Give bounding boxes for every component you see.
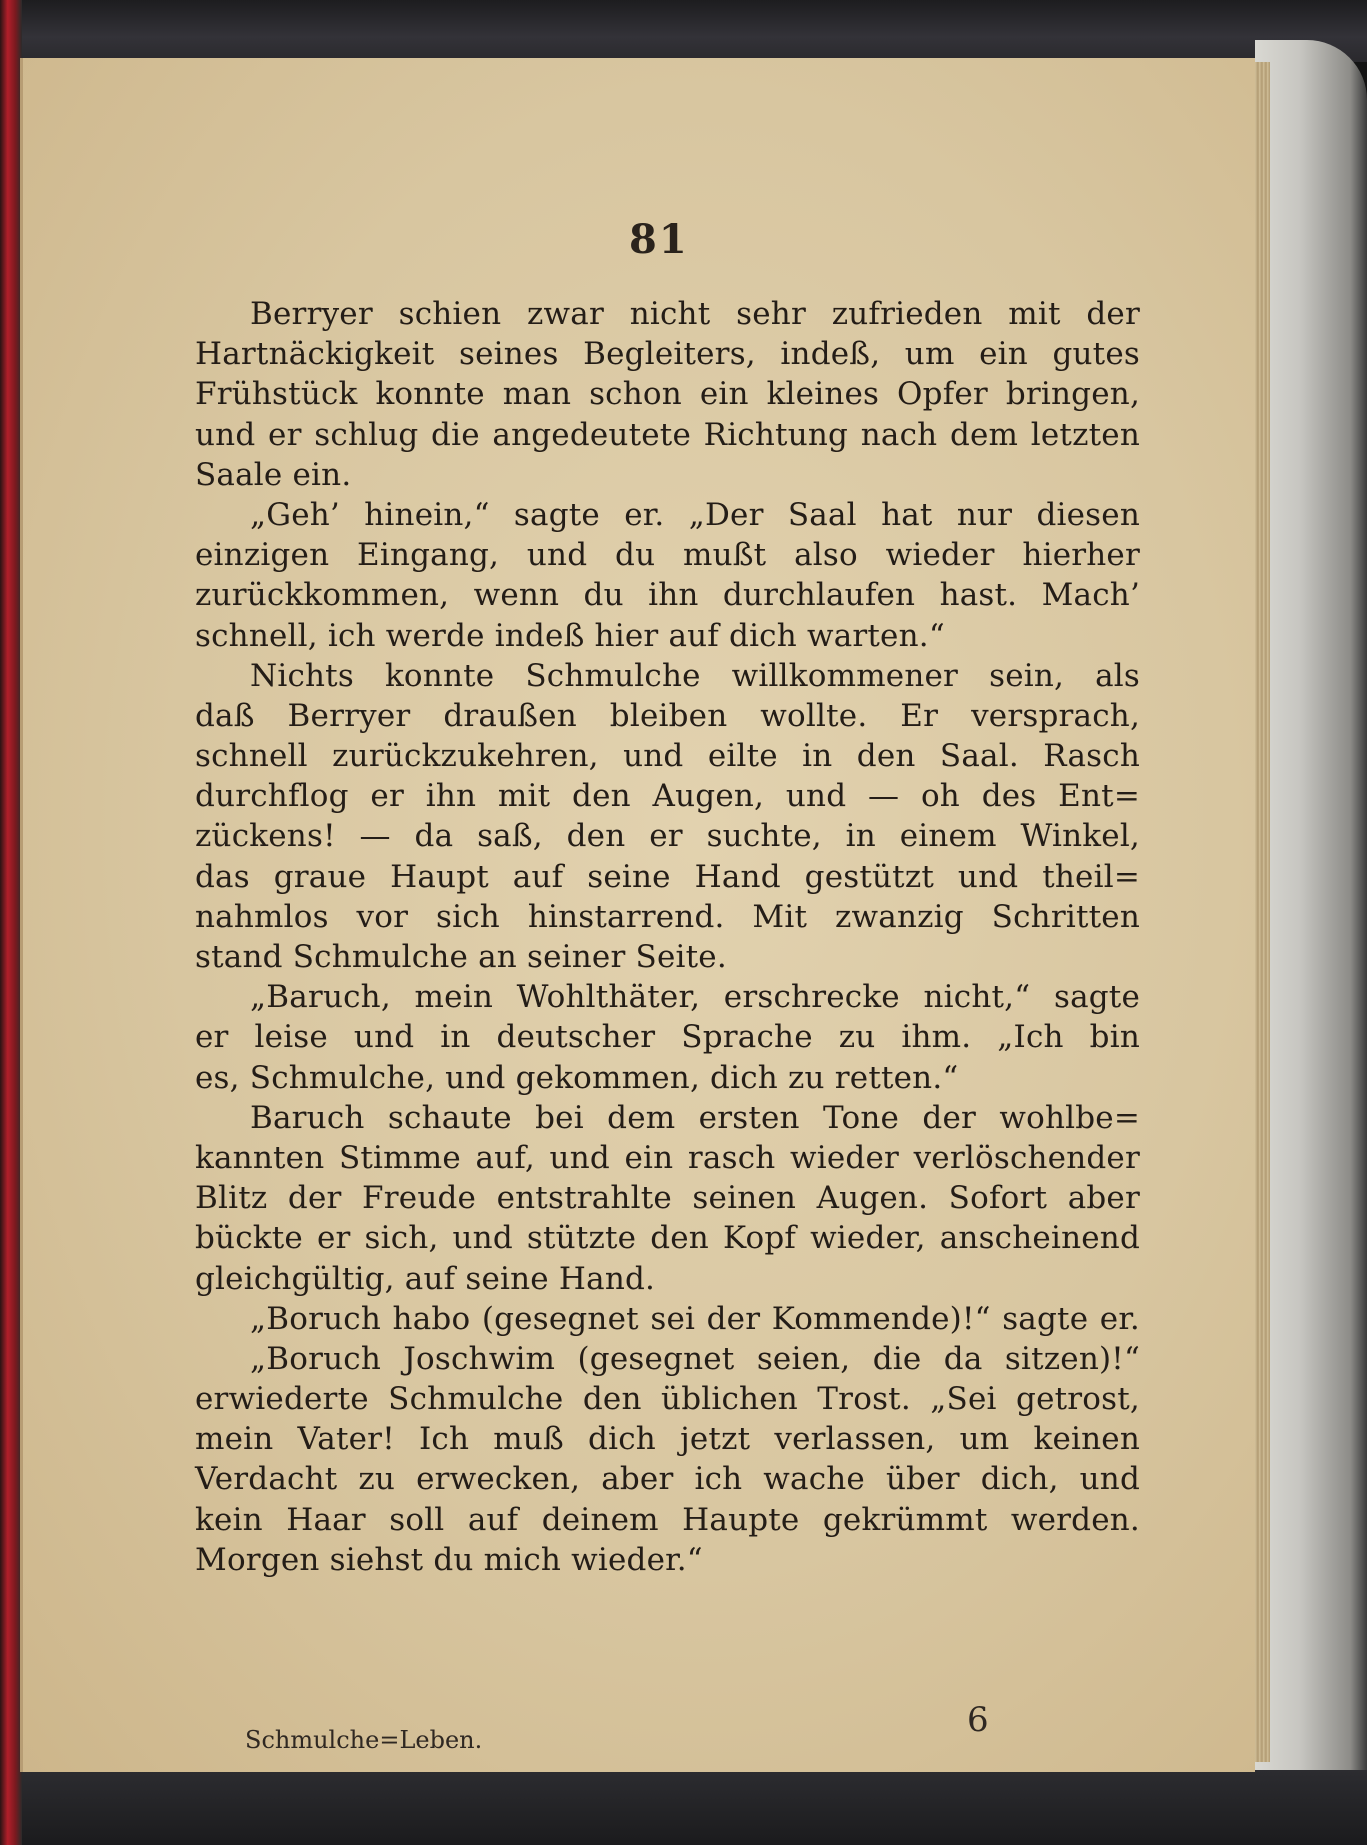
book-cover-bottom <box>0 1770 1367 1845</box>
text-line: und er schlug die angedeutete Richtung nach dem letzten <box>195 416 1140 453</box>
text-line: Morgen siehst du mich wieder.“ <box>195 1541 703 1578</box>
text-line: kannten Stimme auf, und ein rasch wieder verlöschender <box>195 1139 1140 1176</box>
text-line: durchflog er ihn mit den Augen, und — oh des Ent= <box>195 778 1140 815</box>
text-line: schnell zurückzukehren, und eilte in den Saal. Rasch <box>195 738 1140 775</box>
text-line: gleichgültig, auf seine Hand. <box>195 1260 656 1297</box>
text-line: „Boruch Joschwim (gesegnet seien, die da sitzen)!“ <box>250 1340 1140 1377</box>
text-line: zückens! — da saß, den er suchte, in einem Winkel, <box>195 818 1140 855</box>
text-line: er leise und in deutscher Sprache zu ihm. „Ich bin <box>195 1019 1140 1056</box>
text-line: Frühstück konnte man schon ein kleines Opfer bringen, <box>195 376 1140 413</box>
text-line: stand Schmulche an seiner Seite. <box>195 939 727 975</box>
text-line: schnell, ich werde indeß hier auf dich warten.“ <box>195 617 945 654</box>
text-line: nahmlos vor sich hinstarrend. Mit zwanzig Schritten <box>195 898 1140 935</box>
book-page <box>20 58 1255 1772</box>
page-footer <box>195 1698 1140 1758</box>
book-cover-right <box>1255 40 1367 1830</box>
text-line: Hartnäckigkeit seines Begleiters, indeß, um ein gutes <box>195 336 1140 373</box>
text-line: einzigen Eingang, und du mußt also wieder hierher <box>195 537 1140 574</box>
sheet-number: 6 <box>967 1700 989 1740</box>
text-line: Saale ein. <box>195 456 352 493</box>
text-line: bückte er sich, und stützte den Kopf wieder, anscheinend <box>195 1220 1140 1257</box>
text-line: es, Schmulche, und gekommen, dich zu retten.“ <box>195 1059 959 1096</box>
signature-mark: Schmulche=Leben. <box>245 1726 483 1754</box>
text-line: Berryer schien zwar nicht sehr zufrieden mit der <box>250 296 1140 332</box>
book-cover-top <box>0 0 1367 62</box>
text-line: „Geh’ hinein,“ sagte er. „Der Saal hat nur diesen <box>250 496 1140 533</box>
book-spine <box>0 0 22 1845</box>
text-line: daß Berryer draußen bleiben wollte. Er versprach, <box>195 697 1140 734</box>
body-text <box>195 294 1140 1580</box>
text-line: Baruch schaute bei dem ersten Tone der wohlbe= <box>250 1099 1140 1136</box>
text-line: mein Vater! Ich muß dich jetzt verlassen, um keinen <box>195 1421 1140 1458</box>
text-line: zurückkommen, wenn du ihn durchlaufen hast. Mach’ <box>195 577 1140 614</box>
text-line: Verdacht zu erwecken, aber ich wache über dich, und <box>195 1461 1140 1498</box>
text-line: „Boruch habo (gesegnet sei der Kommende)!“ sagte er. <box>250 1300 1140 1337</box>
text-line: Blitz der Freude entstrahlte seinen Augen. Sofort aber <box>195 1180 1140 1217</box>
text-line: erwiederte Schmulche den üblichen Trost. „Sei getrost, <box>195 1381 1140 1418</box>
page-number: 81 <box>629 216 689 263</box>
text-line: „Baruch, mein Wohlthäter, erschrecke nicht,“ sagte <box>250 979 1140 1016</box>
text-line: das graue Haupt auf seine Hand gestützt und theil= <box>195 858 1140 895</box>
text-line: Nichts konnte Schmulche willkommener sein, als <box>250 657 1140 694</box>
text-line: kein Haar soll auf deinem Haupte gekrümmt werden. <box>195 1501 1140 1538</box>
